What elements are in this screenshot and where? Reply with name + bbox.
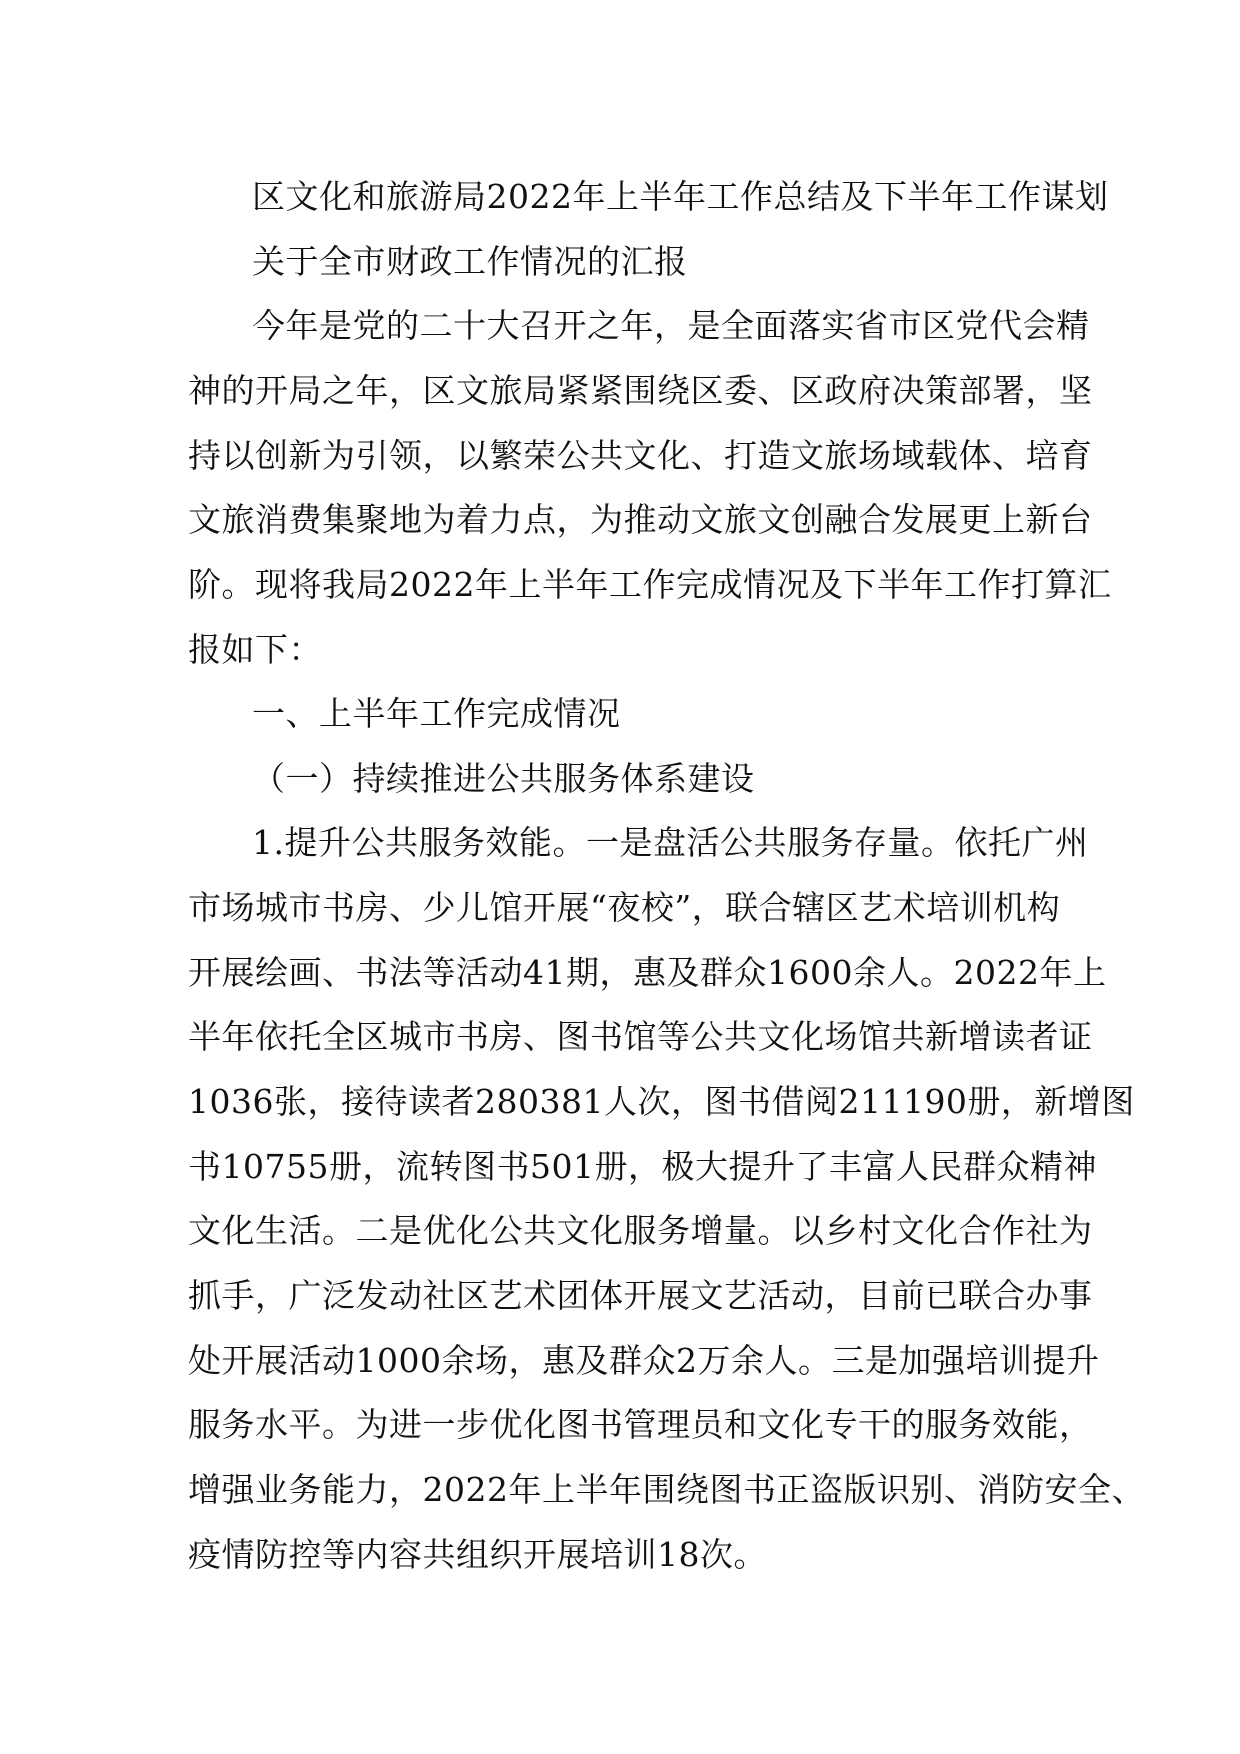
- document-title: 区文化和旅游局2022年上半年工作总结及下半年工作谋划: [252, 177, 1109, 216]
- subsection-heading: （一）持续推进公共服务体系建设: [252, 759, 755, 798]
- section-heading: 一、上半年工作完成情况: [252, 694, 621, 733]
- paragraph-line: 书10755册，流转图书501册，极大提升了丰富人民群众精神: [188, 1147, 1097, 1186]
- paragraph-line: 神的开局之年，区文旅局紧紧围绕区委、区政府决策部署，坚: [188, 371, 1093, 410]
- paragraph-line: 报如下：: [188, 630, 322, 669]
- paragraph-line: 阶。现将我局2022年上半年工作完成情况及下半年工作打算汇: [188, 565, 1112, 604]
- paragraph-line: 疫情防控等内容共组织开展培训18次。: [188, 1535, 767, 1574]
- paragraph-line: 1.提升公共服务效能。一是盘活公共服务存量。依托广州: [252, 823, 1089, 862]
- paragraph-line: 市场城市书房、少儿馆开展“夜校”，联合辖区艺术培训机构: [188, 888, 1061, 927]
- paragraph-line: 增强业务能力，2022年上半年围绕图书正盗版识别、消防安全、: [188, 1470, 1145, 1509]
- paragraph-line: 文化生活。二是优化公共文化服务增量。以乡村文化合作社为: [188, 1211, 1093, 1250]
- paragraph-line: 处开展活动1000余场，惠及群众2万余人。三是加强培训提升: [188, 1341, 1100, 1380]
- paragraph-line: 持以创新为引领，以繁荣公共文化、打造文旅场域载体、培育: [188, 436, 1093, 475]
- paragraph-line: 服务水平。为进一步优化图书管理员和文化专干的服务效能，: [188, 1405, 1093, 1444]
- document-subtitle: 关于全市财政工作情况的汇报: [252, 242, 688, 281]
- paragraph-line: 今年是党的二十大召开之年，是全面落实省市区党代会精: [252, 306, 1090, 345]
- paragraph-line: 抓手，广泛发动社区艺术团体开展文艺活动，目前已联合办事: [188, 1276, 1093, 1315]
- paragraph-line: 1036张，接待读者280381人次，图书借阅211190册，新增图: [188, 1082, 1135, 1121]
- paragraph-line: 开展绘画、书法等活动41期，惠及群众1600余人。2022年上: [188, 953, 1107, 992]
- paragraph-line: 半年依托全区城市书房、图书馆等公共文化场馆共新增读者证: [188, 1017, 1093, 1056]
- paragraph-line: 文旅消费集聚地为着力点，为推动文旅文创融合发展更上新台: [188, 500, 1093, 539]
